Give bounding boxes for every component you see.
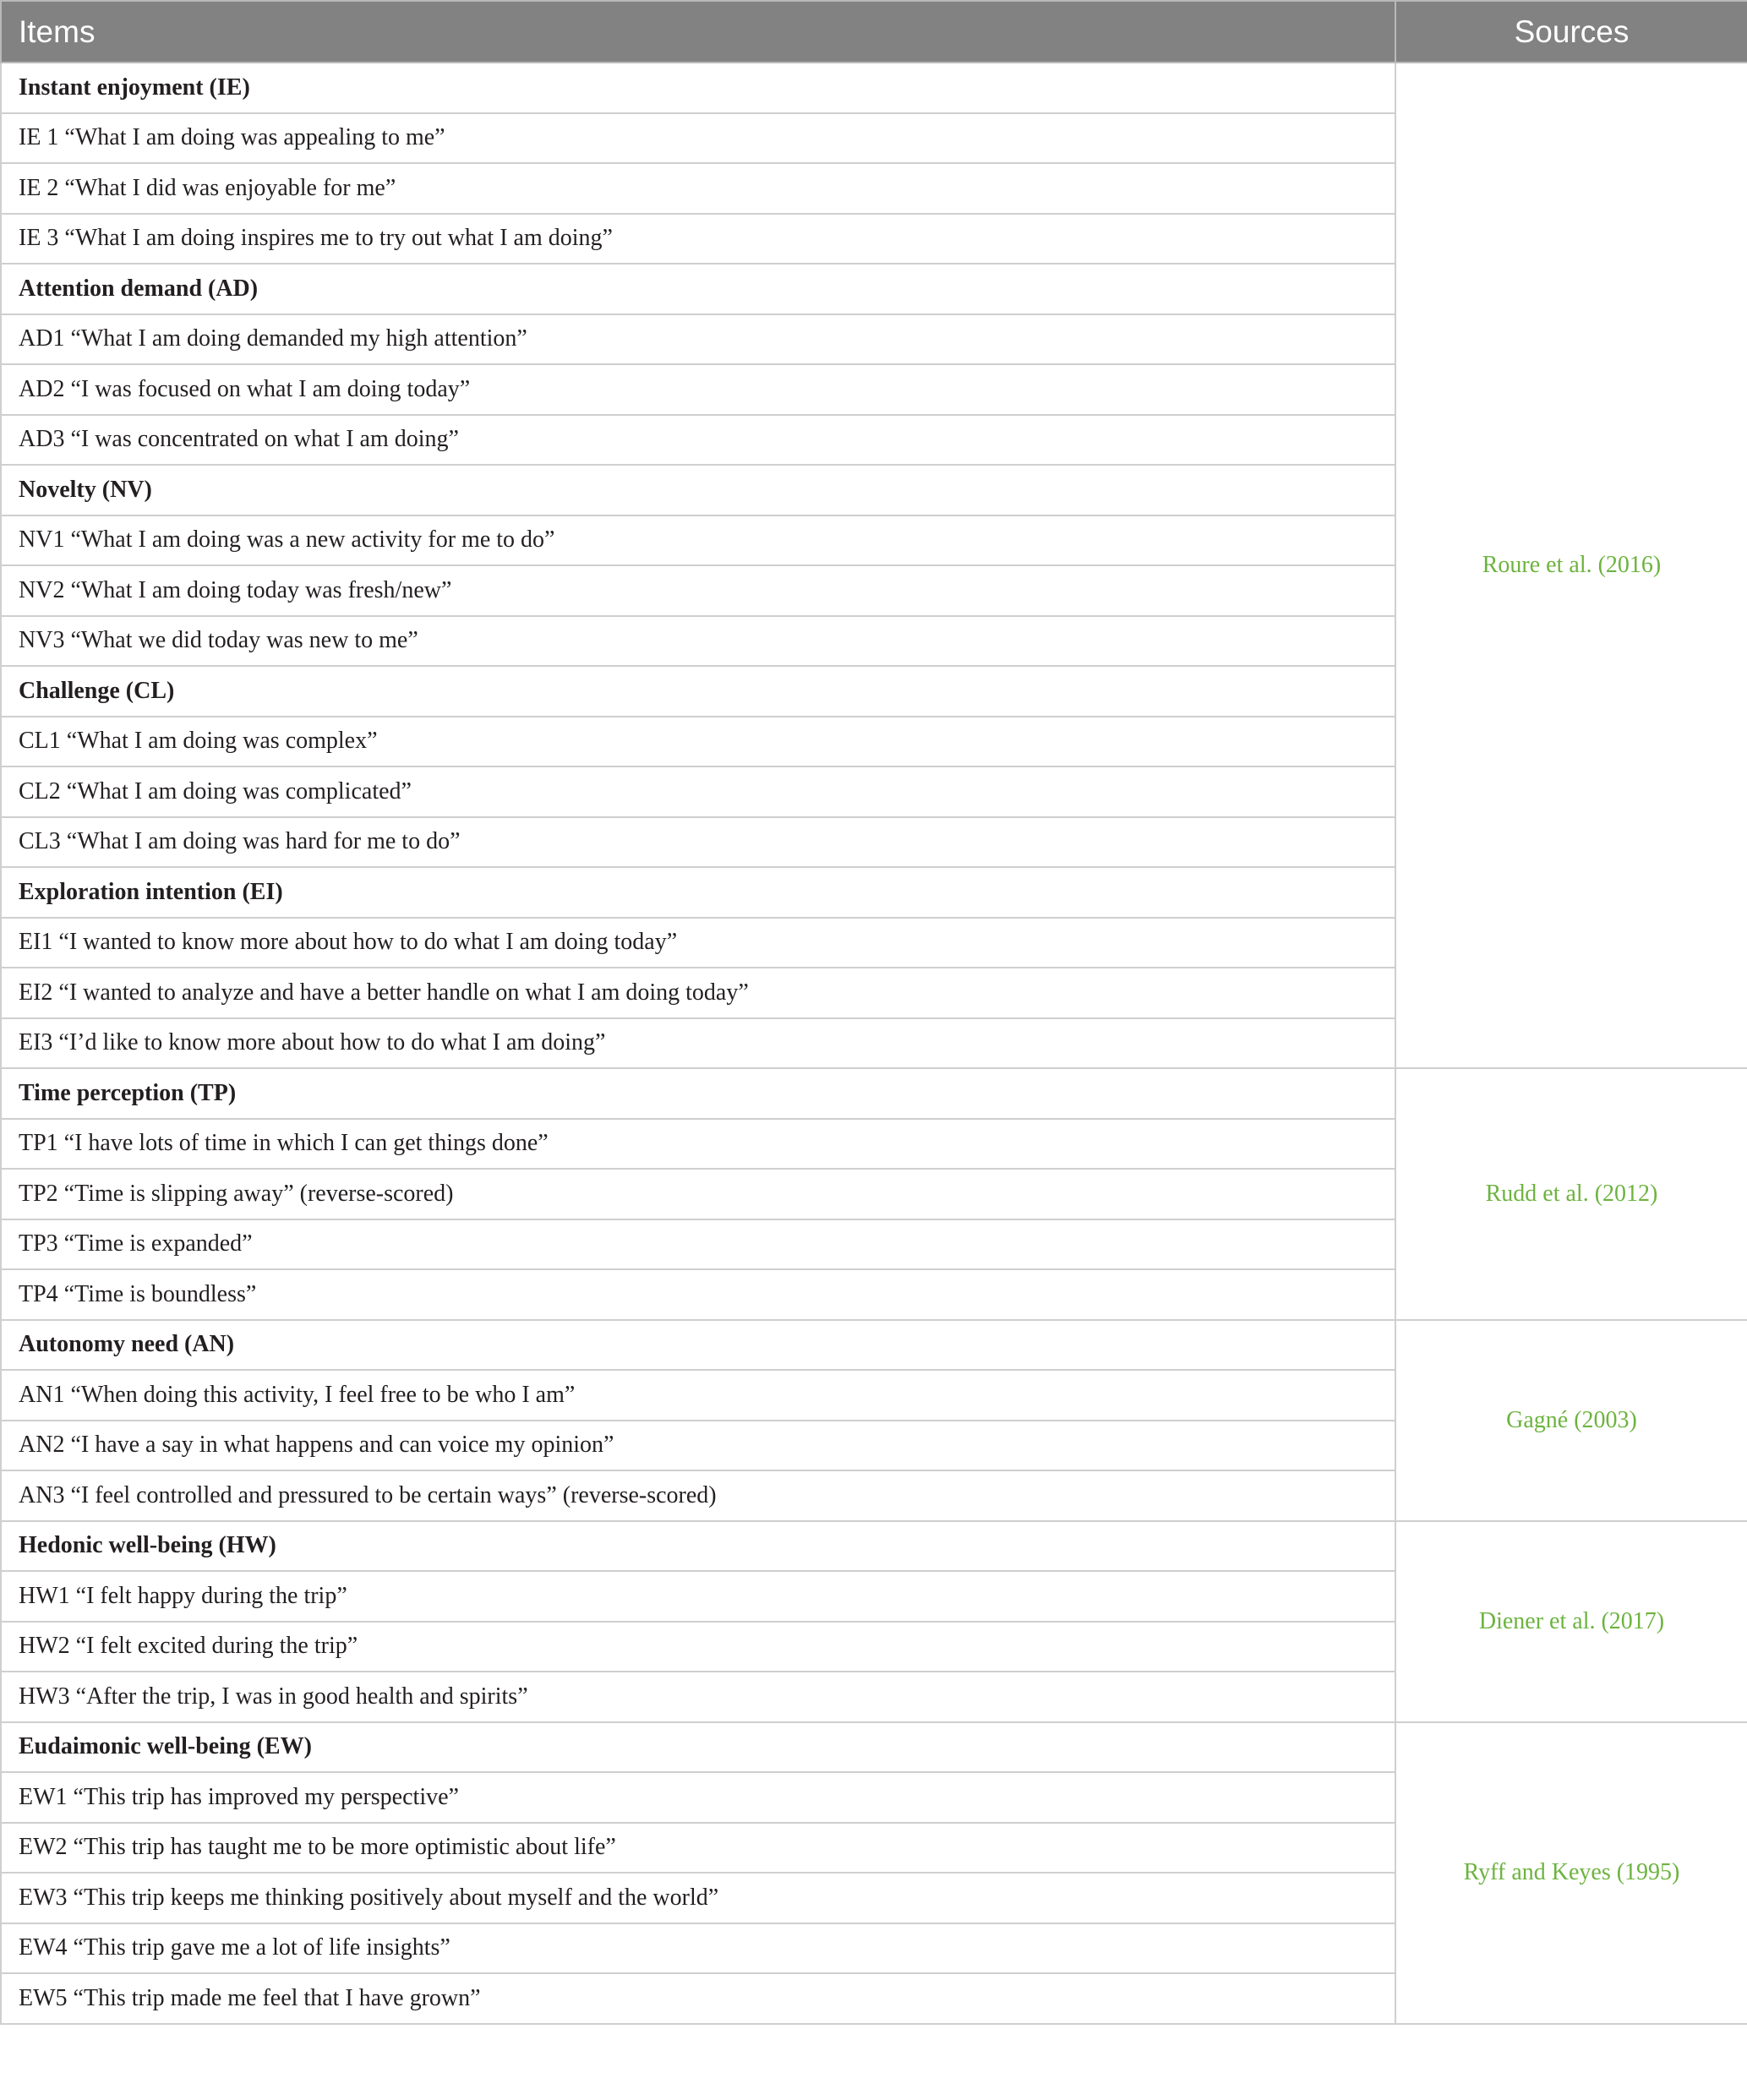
item-text: EW1 “This trip has improved my perspective”	[1, 1772, 1395, 1823]
item-text: EI2 “I wanted to analyze and have a better handle on what I am doing today”	[1, 968, 1395, 1018]
table-body	[1, 63, 1747, 2024]
items-column-header: Items	[1, 1, 1395, 63]
item-text: TP1 “I have lots of time in which I can get things done”	[1, 1119, 1395, 1170]
construct-title: Eudaimonic well-being (EW)	[1, 1722, 1395, 1773]
source-citation-link[interactable]: Rudd et al. (2012)	[1395, 1068, 1747, 1320]
item-text: CL2 “What I am doing was complicated”	[1, 766, 1395, 817]
item-text: CL3 “What I am doing was hard for me to do”	[1, 817, 1395, 868]
item-text: AD1 “What I am doing demanded my high attention”	[1, 314, 1395, 365]
item-text: HW2 “I felt excited during the trip”	[1, 1622, 1395, 1672]
item-text: HW3 “After the trip, I was in good health and spirits”	[1, 1672, 1395, 1722]
item-text: TP4 “Time is boundless”	[1, 1269, 1395, 1320]
item-text: EW5 “This trip made me feel that I have grown”	[1, 1973, 1395, 2024]
group-header-row	[1, 63, 1747, 113]
construct-title: Time perception (TP)	[1, 1068, 1395, 1119]
construct-title: Instant enjoyment (IE)	[1, 63, 1395, 113]
construct-title: Novelty (NV)	[1, 465, 1395, 515]
item-text: IE 3 “What I am doing inspires me to try out what I am doing”	[1, 214, 1395, 265]
construct-title: Hedonic well-being (HW)	[1, 1521, 1395, 1572]
item-text: CL1 “What I am doing was complex”	[1, 717, 1395, 767]
item-text: EI1 “I wanted to know more about how to do what I am doing today”	[1, 918, 1395, 968]
item-text: AN2 “I have a say in what happens and can voice my opinion”	[1, 1421, 1395, 1471]
item-text: AD3 “I was concentrated on what I am doing”	[1, 415, 1395, 466]
item-text: NV3 “What we did today was new to me”	[1, 616, 1395, 667]
item-text: HW1 “I felt happy during the trip”	[1, 1571, 1395, 1622]
item-text: EW3 “This trip keeps me thinking positively about myself and the world”	[1, 1873, 1395, 1923]
construct-title: Attention demand (AD)	[1, 264, 1395, 314]
item-text: AN3 “I feel controlled and pressured to be certain ways” (reverse-scored)	[1, 1470, 1395, 1521]
item-text: EI3 “I’d like to know more about how to do what I am doing”	[1, 1018, 1395, 1069]
item-text: TP3 “Time is expanded”	[1, 1219, 1395, 1270]
group-header-row	[1, 1521, 1747, 1572]
group-header-row	[1, 1722, 1747, 1773]
source-citation-link[interactable]: Ryff and Keyes (1995)	[1395, 1722, 1747, 2024]
sources-column-header: Sources	[1395, 1, 1747, 63]
source-citation-link[interactable]: Roure et al. (2016)	[1395, 63, 1747, 1068]
construct-title: Exploration intention (EI)	[1, 867, 1395, 918]
header-row	[1, 1, 1747, 63]
construct-title: Challenge (CL)	[1, 666, 1395, 717]
item-text: NV2 “What I am doing today was fresh/new”	[1, 565, 1395, 616]
item-text: NV1 “What I am doing was a new activity for me to do”	[1, 515, 1395, 566]
item-text: AN1 “When doing this activity, I feel free to be who I am”	[1, 1370, 1395, 1421]
table-header	[1, 1, 1747, 63]
source-citation-link[interactable]: Gagné (2003)	[1395, 1320, 1747, 1521]
source-citation-link[interactable]: Diener et al. (2017)	[1395, 1521, 1747, 1722]
construct-title: Autonomy need (AN)	[1, 1320, 1395, 1371]
item-text: EW2 “This trip has taught me to be more optimistic about life”	[1, 1823, 1395, 1874]
item-text: TP2 “Time is slipping away” (reverse-scored)	[1, 1169, 1395, 1219]
item-text: AD2 “I was focused on what I am doing today”	[1, 364, 1395, 415]
group-header-row	[1, 1068, 1747, 1119]
group-header-row	[1, 1320, 1747, 1371]
item-text: IE 1 “What I am doing was appealing to me”	[1, 113, 1395, 164]
item-text: IE 2 “What I did was enjoyable for me”	[1, 163, 1395, 214]
item-text: EW4 “This trip gave me a lot of life insights”	[1, 1923, 1395, 1974]
